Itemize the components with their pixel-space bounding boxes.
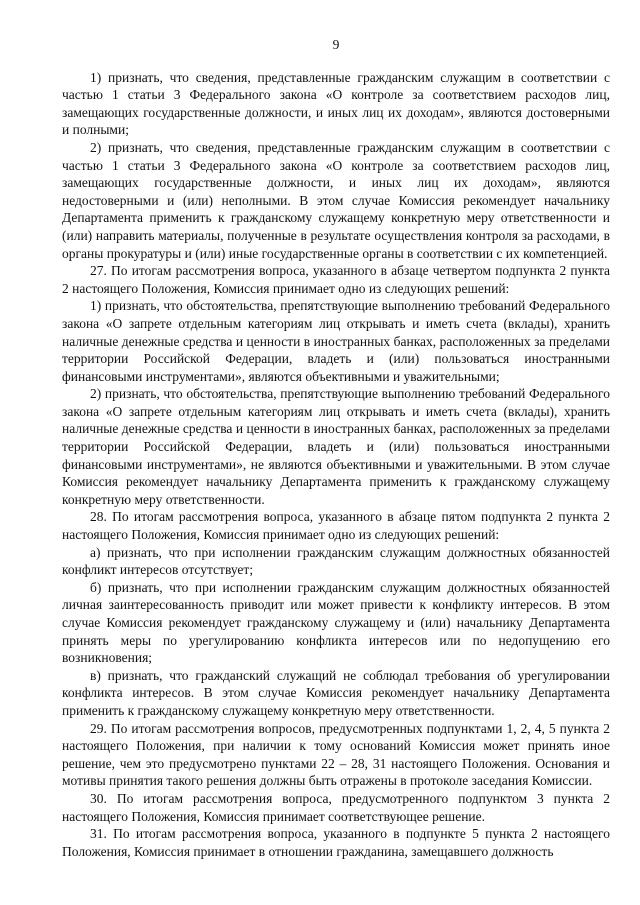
- paragraph-31: 31. По итогам рассмотрения вопроса, указанного в подпункте 5 пункта 2 настоящего Положения, Комиссия принимает в отношении гражданина, замещавшего должность: [62, 826, 610, 859]
- paragraph-27-2: 2) признать, что обстоятельства, препятствующие выполнению требований Федерального закона «О запрете отдельным категориям лиц открывать и иметь счета (вклады), хранить наличные денежные средства и ценности в иностранных банках, расположенных за пределами территории Российской Федерации, владеть и (или) пользоваться иностранными финансовыми инструментами», не являются объективными и уважительными. В этом случае Комиссия рекомендует начальнику Департамента применить к гражданскому служащему конкретную меру ответственности.: [62, 386, 610, 507]
- document-page: [62, 36, 610, 860]
- page-number: 9: [332, 37, 340, 52]
- paragraph-28: 28. По итогам рассмотрения вопроса, указанного в абзаце пятом подпункта 2 пункта 2 настоящего Положения, Комиссия принимает одно из следующих решений:: [62, 509, 610, 543]
- paragraph-28-v: в) признать, что гражданский служащий не соблюдал требования об урегулировании конфликта интересов. В этом случае Комиссия рекомендует начальнику Департамента применить к гражданскому служащему конкретную меру ответственности.: [62, 667, 610, 718]
- paragraph-27: 27. По итогам рассмотрения вопроса, указанного в абзаце четвертом подпункта 2 пункта 2 настоящего Положения, Комиссия принимает одно из следующих решений:: [62, 263, 610, 296]
- paragraph-26-2: 2) признать, что сведения, представленные гражданским служащим в соответствии с частью 1 статьи 3 Федерального закона «О контроле за соответствием расходов лиц, замещающих государственные должности, и иных лиц их доходам», являются недостоверными и (или) неполными. В этом случае Комиссия рекомендует начальнику Департамента применить к гражданскому служащему конкретную меру ответственности и (или) направить материалы, полученные в результате осуществления контроля за расходами, в органы прокуратуры и (или) иные государственные органы в соответствии с их компетенцией.: [62, 139, 610, 261]
- paragraph-27-1: 1) признать, что обстоятельства, препятствующие выполнению требований Федерального закона «О запрете отдельным категориям лиц открывать и иметь счета (вклады), хранить наличные денежные средства и ценности в иностранных банках, расположенных за пределами территории Российской Федерации, владеть и (или) пользоваться иностранными финансовыми инструментами», являются объективными и уважительными;: [62, 298, 610, 384]
- paragraph-28-a: а) признать, что при исполнении гражданским служащим должностных обязанностей конфликт интересов отсутствует;: [62, 544, 610, 578]
- paragraph-26-1: 1) признать, что сведения, представленные гражданским служащим в соответствии с частью 1 статьи 3 Федерального закона «О контроле за соответствием расходов лиц, замещающих государственные должности, и иных лиц их доходам», являются достоверными и полными;: [62, 69, 610, 138]
- paragraph-28-b: б) признать, что при исполнении гражданским служащим должностных обязанностей личная заинтересованность приводит или может привести к конфликту интересов. В этом случае Комиссия рекомендует гражданскому служащему и (или) начальнику Департамента принять меры по урегулированию конфликта интересов или по недопущению его возникновения;: [62, 579, 610, 666]
- paragraph-30: 30. По итогам рассмотрения вопроса, предусмотренного подпунктом 3 пункта 2 настоящего Положения, Комиссия принимает соответствующее решение.: [62, 790, 610, 824]
- paragraph-29: 29. По итогам рассмотрения вопросов, предусмотренных подпунктами 1, 2, 4, 5 пункта 2 настоящего Положения, при наличии к тому оснований Комиссия может принять иное решение, чем это предусмотрено пунктами 22 – 28, 31 настоящего Положения. Основания и мотивы принятия такого решения должны быть отражены в протоколе заседания Комиссии.: [62, 720, 610, 789]
